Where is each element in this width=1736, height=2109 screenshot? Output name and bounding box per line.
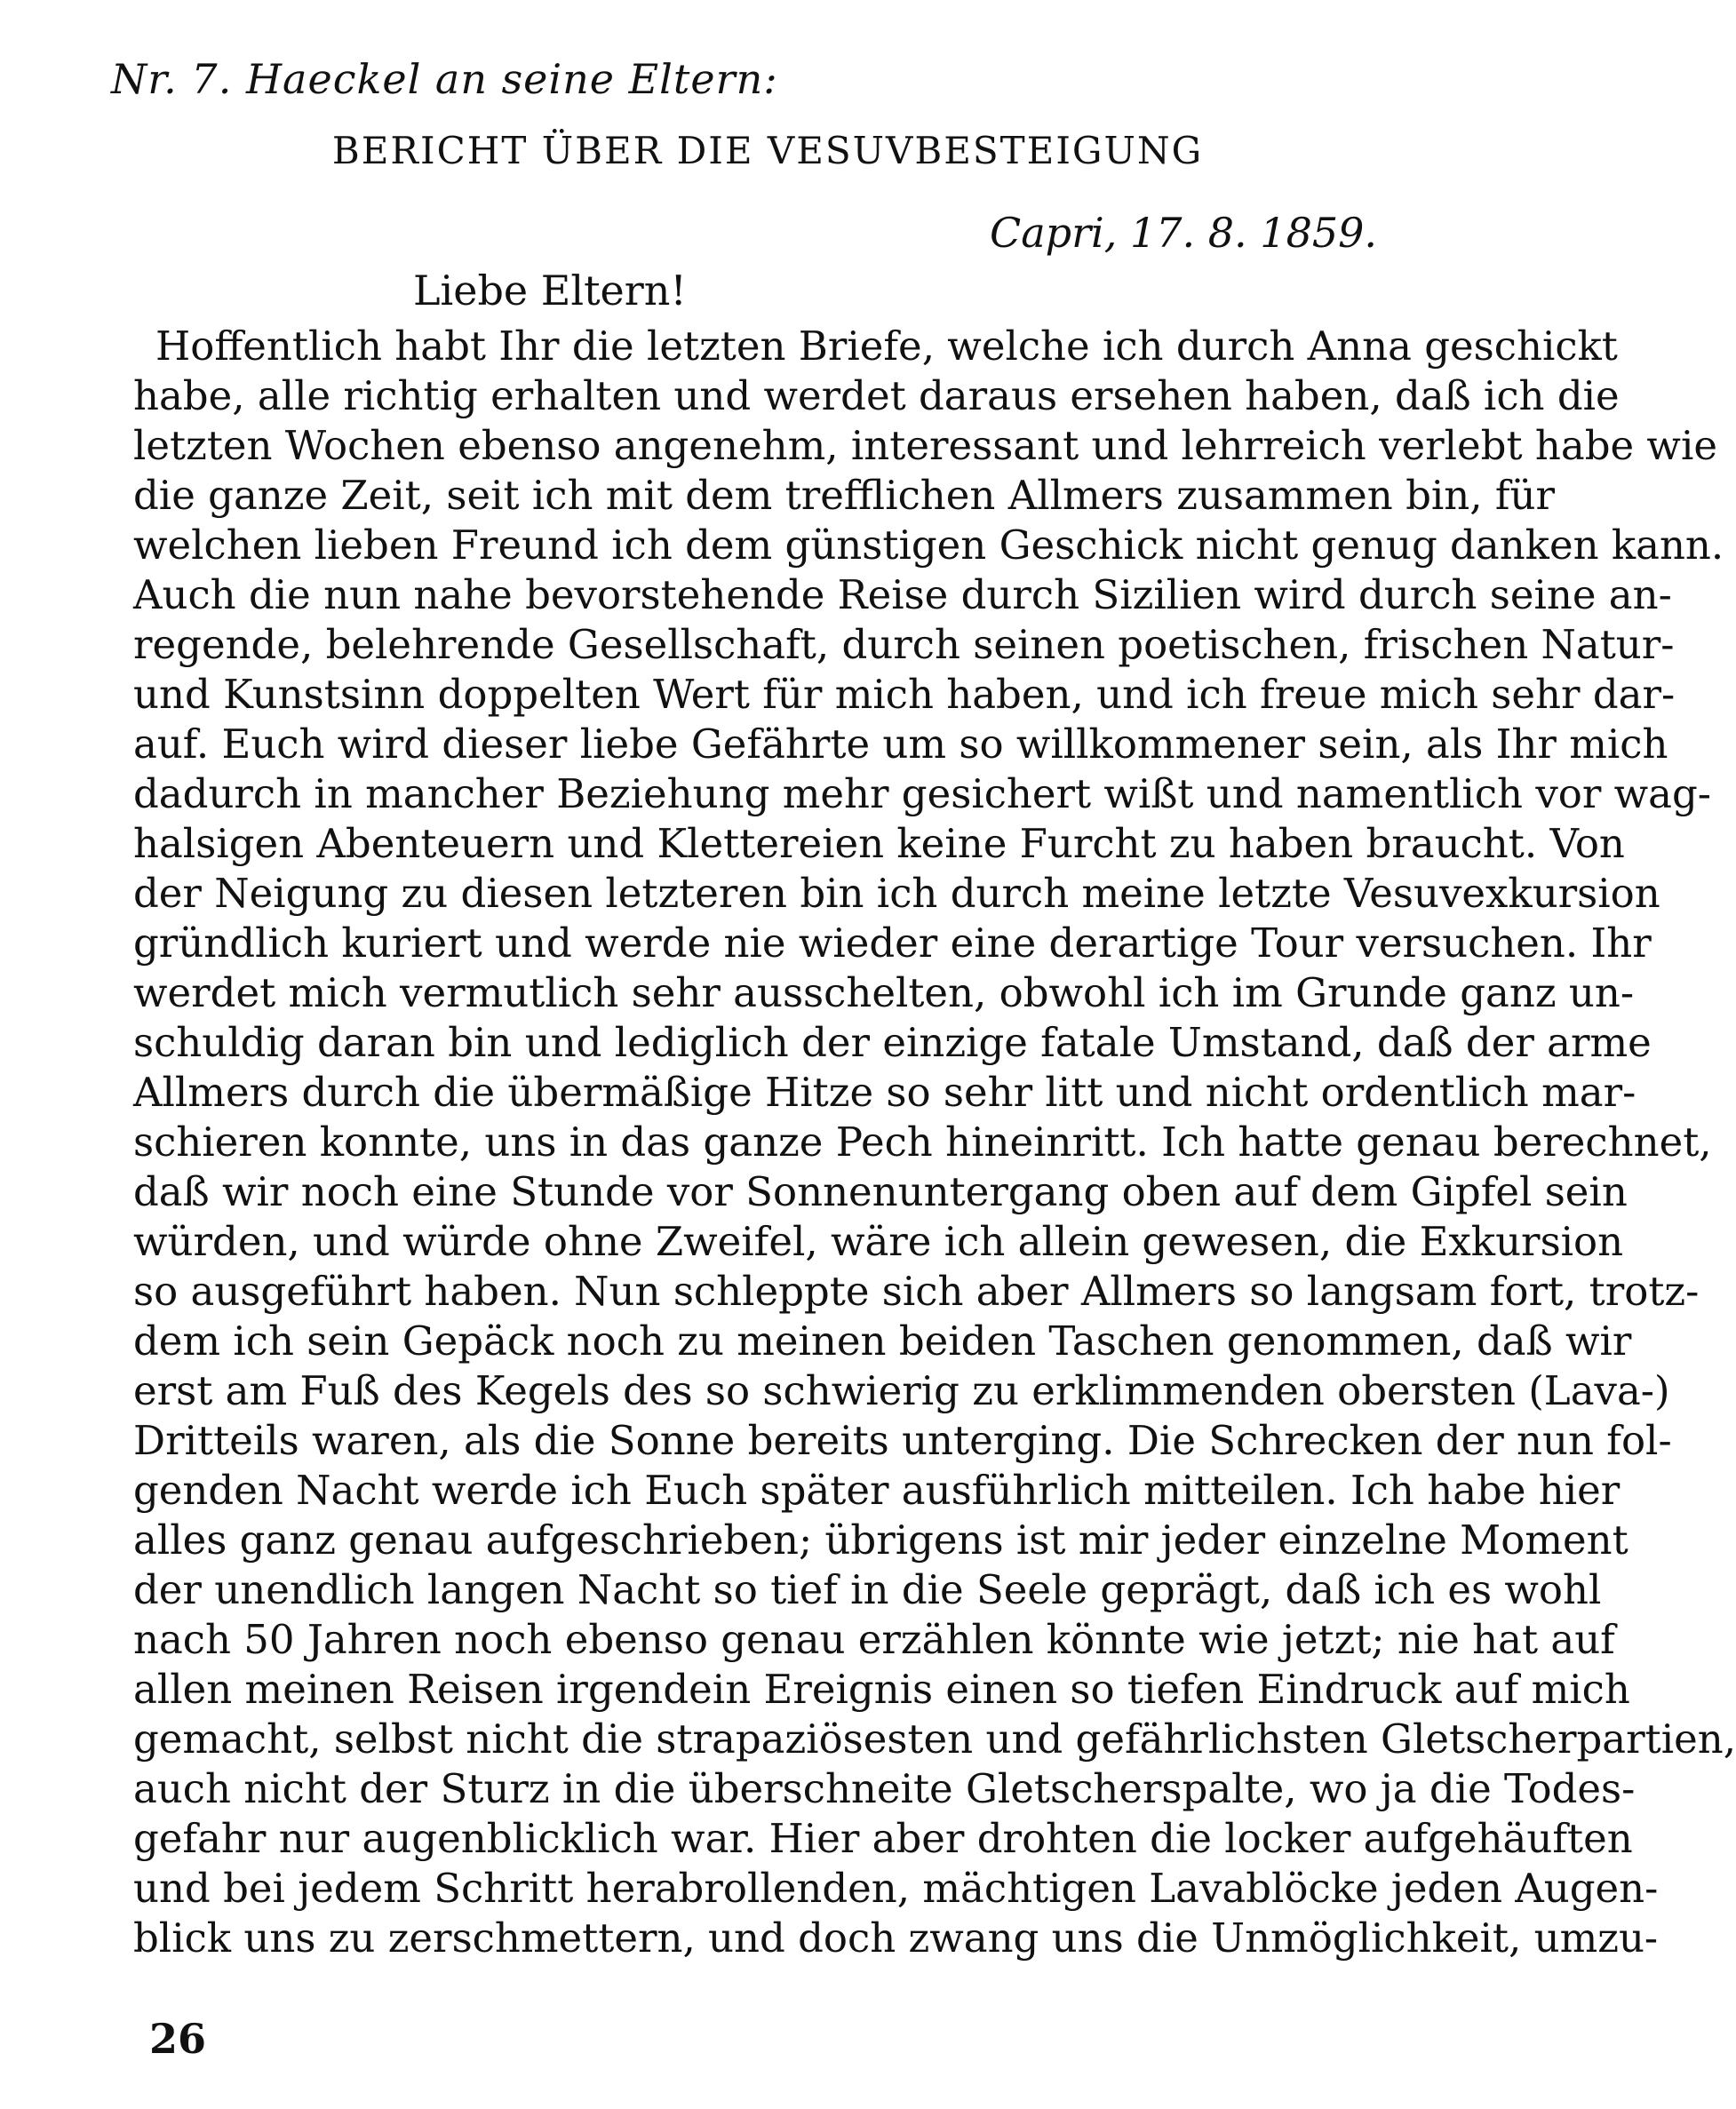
text-line: Allmers durch die übermäßige Hitze so sehr litt und nicht ordentlich mar- xyxy=(133,1069,1636,1116)
text-line: letzten Wochen ebenso angenehm, interessant und lehrreich verlebt habe wie xyxy=(133,422,1717,469)
text-line: allen meinen Reisen irgendein Ereignis einen so tiefen Eindruck auf mich xyxy=(133,1666,1630,1713)
text-line: schuldig daran bin und lediglich der einzige fatale Umstand, daß der arme xyxy=(133,1019,1652,1066)
text-line: blick uns zu zerschmettern, und doch zwang uns die Unmöglichkeit, umzu- xyxy=(133,1914,1659,1962)
text-line: welchen lieben Freund ich dem günstigen Geschick nicht genug danken kann. xyxy=(133,521,1724,569)
text-line: genden Nacht werde ich Euch später ausführlich mitteilen. Ich habe hier xyxy=(133,1467,1621,1514)
text-line: die ganze Zeit, seit ich mit dem trefflichen Allmers zusammen bin, für xyxy=(133,472,1556,519)
page-number: 26 xyxy=(149,2015,207,2063)
text-line: auf. Euch wird dieser liebe Gefährte um so willkommener sein, als Ihr mich xyxy=(133,720,1668,768)
text-line: nach 50 Jahren noch ebenso genau erzählen könnte wie jetzt; nie hat auf xyxy=(133,1616,1615,1663)
salutation: Liebe Eltern! xyxy=(413,267,687,314)
text-line: und Kunstsinn doppelten Wert für mich haben, und ich freue mich sehr dar- xyxy=(133,671,1676,718)
text-line: regende, belehrende Gesellschaft, durch seinen poetischen, frischen Natur- xyxy=(133,621,1675,668)
text-line: der Neigung zu diesen letzteren bin ich durch meine letzte Vesuvexkursion xyxy=(133,870,1660,917)
text-line: habe, alle richtig erhalten und werdet daraus ersehen haben, daß ich die xyxy=(133,372,1620,419)
text-line: Dritteils waren, als die Sonne bereits unterging. Die Schrecken der nun fol- xyxy=(133,1417,1672,1464)
text-line: gemacht, selbst nicht die strapaziösesten und gefährlichsten Gletscherpartien, xyxy=(133,1715,1736,1763)
text-line: schieren konnte, uns in das ganze Pech hineinritt. Ich hatte genau berechnet, xyxy=(133,1118,1712,1166)
text-line: dem ich sein Gepäck noch zu meinen beiden Taschen genommen, daß wir xyxy=(133,1317,1632,1365)
place-date: Capri, 17. 8. 1859. xyxy=(990,209,1377,257)
text-line: gründlich kuriert und werde nie wieder eine derartige Tour versuchen. Ihr xyxy=(133,919,1652,967)
page-title: BERICHT ÜBER DIE VESUVBESTEIGUNG xyxy=(331,129,1204,172)
text-line: alles ganz genau aufgeschrieben; übrigens ist mir jeder einzelne Moment xyxy=(133,1516,1628,1564)
text-line: so ausgeführt haben. Nun schleppte sich aber Allmers so langsam fort, trotz- xyxy=(133,1268,1700,1315)
text-line: auch nicht der Sturz in die überschneite Gletscherspalte, wo ja die Todes- xyxy=(133,1765,1636,1812)
text-line: der unendlich langen Nacht so tief in die Seele geprägt, daß ich es wohl xyxy=(133,1566,1602,1613)
text-line: und bei jedem Schritt herabrollenden, mächtigen Lavablöcke jeden Augen- xyxy=(133,1865,1659,1912)
text-line: erst am Fuß des Kegels des so schwierig zu erklimmenden obersten (Lava-) xyxy=(133,1367,1670,1414)
text-line: würden, und würde ohne Zweifel, wäre ich allein gewesen, die Exkursion xyxy=(133,1218,1624,1265)
text-line: Auch die nun nahe bevorstehende Reise durch Sizilien wird durch seine an- xyxy=(133,571,1672,618)
text-line: daß wir noch eine Stunde vor Sonnenuntergang oben auf dem Gipfel sein xyxy=(133,1168,1628,1215)
letter-reference: Nr. 7. Haeckel an seine Eltern: xyxy=(111,55,778,103)
text-line: werdet mich vermutlich sehr ausschelten, obwohl ich im Grunde ganz un- xyxy=(133,969,1635,1016)
text-line: gefahr nur augenblicklich war. Hier aber drohten die locker aufgehäuften xyxy=(133,1815,1633,1862)
text-line: halsigen Abenteuern und Klettereien keine Furcht zu haben braucht. Von xyxy=(133,820,1625,867)
text-line: dadurch in mancher Beziehung mehr gesichert wißt und namentlich vor wag- xyxy=(133,770,1712,817)
text-line: Hoffentlich habt Ihr die letzten Briefe, welche ich durch Anna geschickt xyxy=(155,322,1618,370)
